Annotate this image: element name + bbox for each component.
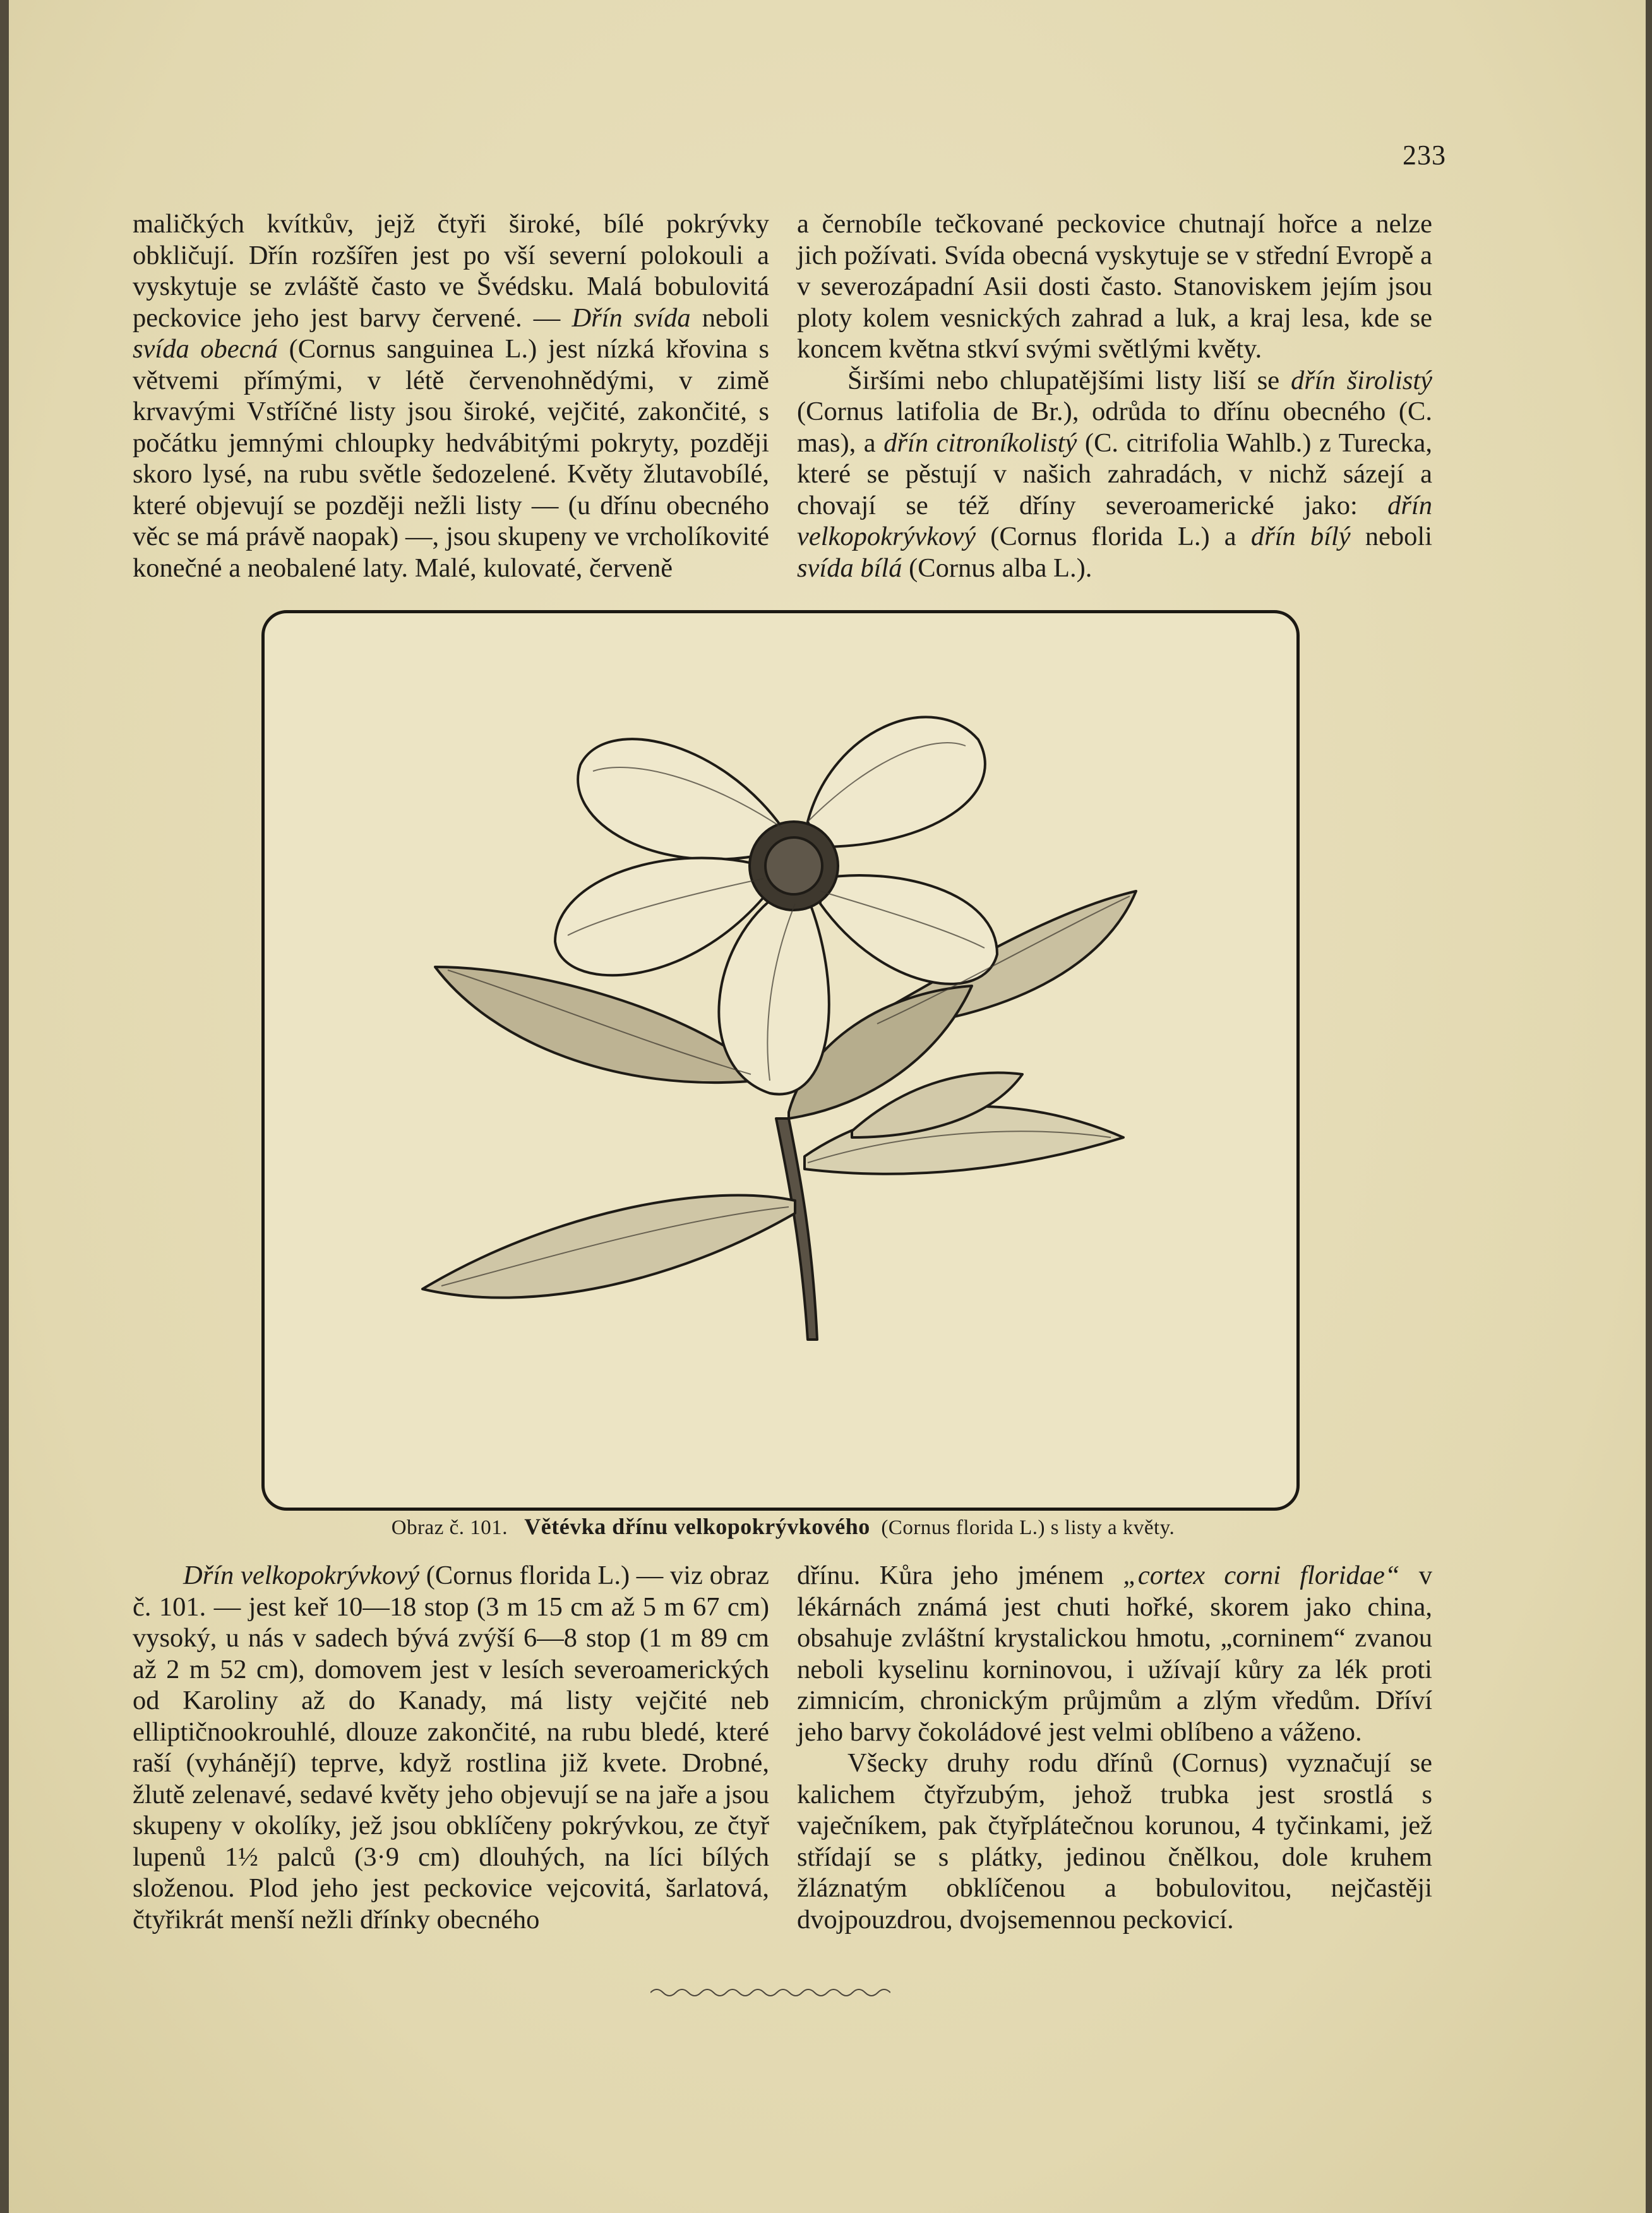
bract-top-right [808,717,985,847]
bottom-left-column [133,1560,769,1935]
dogwood-illustration [265,613,1296,1508]
leaf-mid-left [435,967,757,1083]
top-left-paragraph: maličkých kvítkův, jejž čtyři široké, bílé pokrývky obkličují. Dřín rozšířen jest po vší severní polokouli a vyskytuje se zvláště často ve Švédsku. Malá bobulovitá peckovice jeho jest barvy červené. — Dřín svída neboli svída obecná (Cornus sanguinea L.) jest nízká křovina s větvemi přímými, v létě červenohnědými, v zimě krvavými Vstříčné listy jsou široké, vejčité, zakončité, s počátku jemnými chloupky hedvábitými pokryty, později skoro lysé, na rubu světle šedozelené. Květy žlutavobílé, které objevují se později nežli listy — (u dřínu obecného věc se má právě naopak) —, jsou skupeny ve vrcholíkovité konečné a neobalené laty. Malé, kulovaté, červeně [133,209,770,583]
top-left-column [133,208,769,584]
bottom-right-column [797,1560,1432,1935]
top-right-paragraph-1: a černobíle tečkované peckovice chutnají hořce a nelze jich požívati. Svída obecná vyskytuje se v střední Evropě a v severozápadní Asii dosti často. Stanoviskem jejím jsou ploty kolem vesnických zahrad a luk, a kraj lesa, kde se koncem května stkví svými světlými květy. [797,209,1432,364]
page-edge-left [0,0,9,2213]
top-right-column [797,208,1432,584]
bottom-right-paragraph-2: Všecky druhy rodu dřínů (Cornus) vyznačují se kalichem čtyřzubým, jehož trubka jest srostlá s vaječníkem, pak čtyřplátečnou korunou, 4 tyčinkami, jež střídají se s plátky, jedinou čnělkou, dole kruhem žláznatým obklíčenou a bobulovitou, nejčastěji dvojpouzdrou, dvojsemennou peckovicí. [797,1748,1432,1934]
page-edge-right [1646,0,1652,2213]
bract-right [820,875,997,984]
figure-frame [261,610,1300,1511]
figure-caption: Obraz č. 101. Větévka dřínu velkopokrývkového (Cornus florida L.) s listy a květy. [391,1514,1175,1539]
bract-top-left [578,739,782,860]
top-right-paragraph-2: Širšími nebo chlupatějšími listy liší se dřín širolistý (Cornus latifolia de Br.), odrůda to dřínu obecného (C. mas), a dřín citroníkolistý (C. citrifolia Wahlb.) z Turecka, které se pěstují v našich zahradách, v nichž sázejí a chovají se též dříny severoamerické jako: dřín velkopokrývkový (Cornus florida L.) a dřín bílý neboli svída bílá (Cornus alba L.). [797,365,1432,583]
page-number: 233 [1403,140,1446,171]
bottom-left-paragraph: Dřín velkopokrývkový (Cornus florida L.) — viz obraz č. 101. — jest keř 10—18 stop (3 m 15 cm až 5 m 67 cm) vysoký, u nás v sadech bývá zvýší 6—8 stop (1 m 89 cm až 2 m 52 cm), domovem jest v lesích severoamerických od Karoliny až do Kanady, má listy vejčité neb elliptičnookrouhlé, dlouze zakončité, na rubu bledé, které raší (vyhánějí) teprve, když rostlina již kvete. Drobné, žlutě zelenavé, sedavé květy jeho objevují se na jaře a jsou skupeny v okolíky, jež jsou obklíčeny pokrývkou, ze čtyř lupenů 1½ palců (3·9 cm) dlouhých, na líci bílých složenou. Plod jeho jest peckovice vejcovitá, šarlatová, čtyřikrát menší nežli dřínky obecného [133,1561,769,1934]
leaf-lower-left [422,1195,795,1297]
bottom-right-paragraph-1: dřínu. Kůra jeho jménem „cortex corni floridae“ v lékárnách známá jest chuti hořké, skorem jako china, obsahuje zvláštní krystalickou hmotu, „corninem“ zvanou neboli kyselinu korninovou, i užívají kůry za lék proti zimnicím, chronickým průjmům a zlým vředům. Dříví jeho barvy čokoládové jest velmi oblíbeno a váženo. [797,1561,1432,1747]
end-ornament [650,1983,890,2002]
